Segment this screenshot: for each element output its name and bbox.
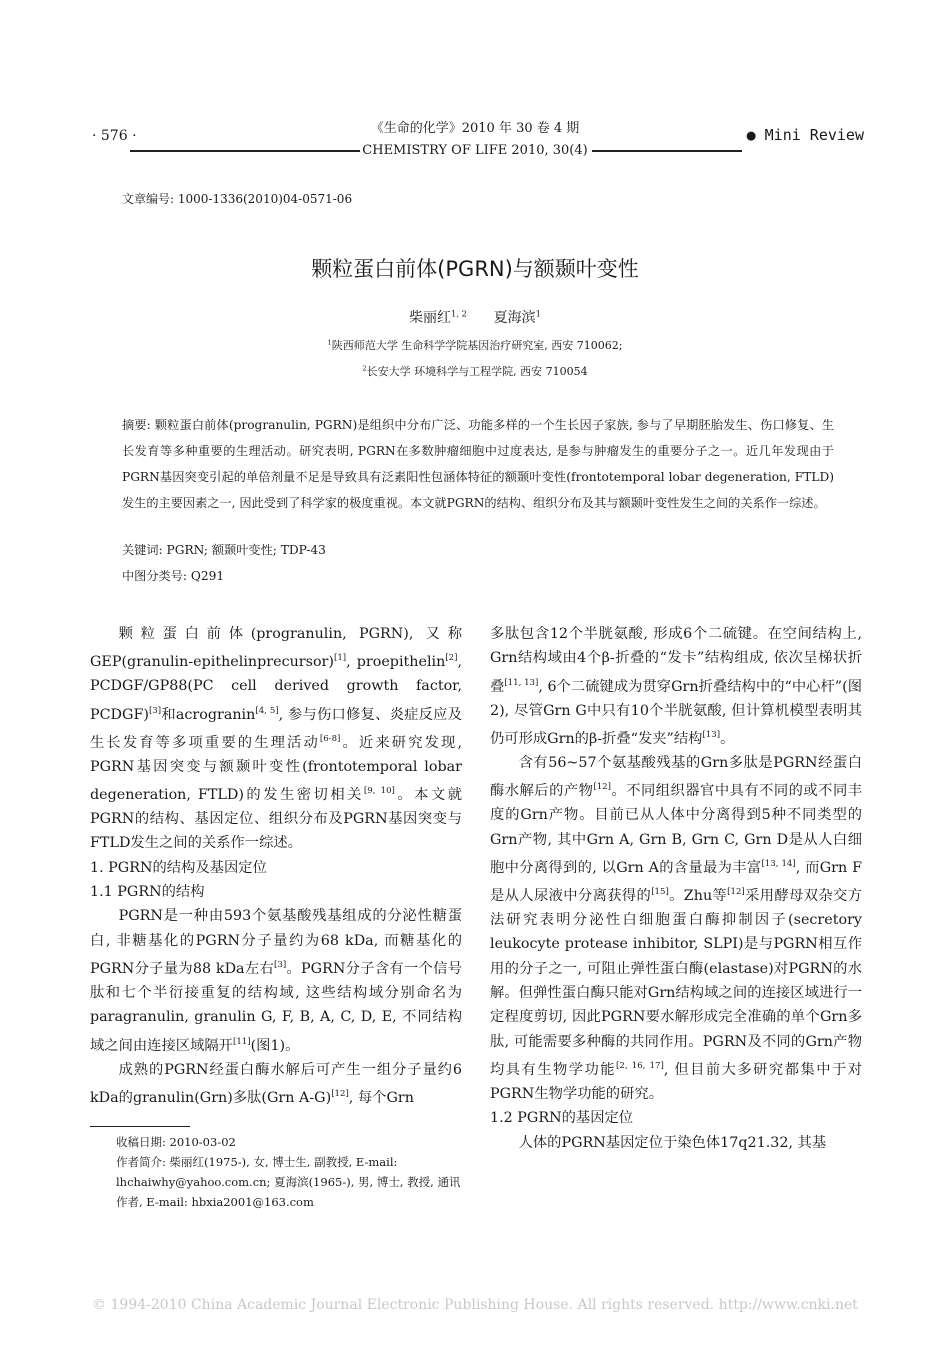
- paragraph-text: , 但目前大多研究都集中于对PGRN生物学功能的研究。: [490, 1061, 863, 1102]
- classification-number: 中图分类号: Q291: [122, 569, 225, 583]
- citation-ref: [3]: [148, 705, 162, 716]
- header-rule-left: [130, 150, 360, 152]
- section-label: ● Mini Review: [746, 126, 864, 144]
- citation-ref: [6-8]: [319, 733, 341, 744]
- citation-ref: [15]: [651, 887, 669, 898]
- right-column: [490, 622, 862, 1155]
- paragraph-text: 成熟的PGRN经蛋白酶水解后可产生一组分子量约6 kDa的granulin(Grn)多肽(Grn A-G): [90, 1061, 462, 1106]
- citation-ref: [11]: [232, 1036, 251, 1047]
- paragraph-text: 和acrogranin: [161, 706, 256, 723]
- paragraph-text: PGRN是一种由593个氨基酸残基组成的分泌性糖蛋白, 非糖基化的PGRN分子量约为68 kDa, 而糖基化的PGRN分子量为88 kDa左右: [90, 908, 462, 977]
- author-name: 夏海滨: [493, 310, 536, 326]
- footnote: [90, 1132, 462, 1212]
- page-number: · 576 ·: [92, 128, 137, 144]
- author-info: 作者简介: 柴丽红(1975-), 女, 博士生, 副教授, E-mail: lhchaiwhy@yahoo.com.cn; 夏海滨(1965-), 男, 博士, 教授, 通讯作者, E-mail: hbxia2001@163.com: [116, 1155, 461, 1209]
- citation-ref: [3]: [274, 959, 287, 970]
- citation-ref: [11, 13]: [504, 677, 539, 688]
- paragraph: [90, 622, 462, 856]
- journal-title-en: CHEMISTRY OF LIFE 2010, 30(4): [362, 143, 588, 158]
- journal-title-cn: 《生命的化学》2010 年 30 卷 4 期: [370, 121, 580, 136]
- subsection-heading: 1.1 PGRN的结构: [90, 884, 205, 901]
- author-list: [0, 307, 950, 327]
- paragraph: [90, 1058, 462, 1110]
- citation-ref: [13]: [702, 729, 721, 740]
- author-affil-sup: 1, 2: [450, 308, 467, 319]
- paragraph-text: , 6个二硫键成为贯穿Grn折叠结构中的“中心杆”(图2), 尽管Grn G中只有10个半胱氨酸, 但计算机模型表明其仍可形成Grn的β-折叠“发夹”结构: [490, 678, 863, 747]
- copyright-watermark: © 1994-2010 China Academic Journal Electronic Publishing House. All rights reserved. http://www.cnki.net: [92, 1297, 858, 1313]
- paragraph-text: (图1)。: [250, 1037, 300, 1054]
- affiliation: [0, 337, 950, 353]
- paragraph-text: 。近来研究发现, PGRN基因突变与额颞叶变性(frontotemporal lobar degeneration, FTLD)的发生密切相关: [90, 734, 462, 803]
- paragraph-text: 多肽包含12个半胱氨酸, 形成6个二硫键。在空间结构上, Grn结构域由4个β-折叠的“发卡”结构组成, 依次呈梯状折叠: [490, 626, 862, 695]
- author-affil-sup: 1: [535, 308, 542, 319]
- footnote-rule: [90, 1126, 190, 1127]
- keywords: 关键词: PGRN; 额颞叶变性; TDP-43: [122, 543, 326, 557]
- paragraph: [490, 751, 862, 1106]
- left-column: [90, 622, 462, 1110]
- paragraph-text: 。Zhu等: [668, 887, 728, 904]
- paragraph: 人体的PGRN基因定位于染色体17q21.32, 其基: [518, 1134, 827, 1151]
- journal-header: [340, 118, 610, 162]
- paragraph-text: 颗粒蛋白前体(progranulin, PGRN), 又称GEP(granulin-epithelinprecursor): [90, 626, 462, 671]
- abstract: 摘要: 颗粒蛋白前体(progranulin, PGRN)是组织中分布广泛、功能多样的一个生长因子家族, 参与了早期胚胎发生、伤口修复、生长发育等多种重要的生理活动。研究表明, PGRN在多数肿瘤细胞中过度表达, 是参与肿瘤发生的重要分子之一。近几年发现由于PGRN基因突变引起的单倍剂量不足是导致具有泛素阳性包涵体特征的额颞叶变性(frontotemporal lobar degeneration, FTLD)发生的主要因素之一, 因此受到了科学家的极度重视。本文就PGRN的结构、组织分布及其与额颞叶变性发生之间的关系作一综述。: [122, 418, 834, 510]
- paragraph: [90, 904, 462, 1057]
- author-name: 柴丽红: [408, 310, 451, 326]
- header-rule-right: [592, 150, 742, 152]
- paragraph: [490, 622, 862, 751]
- article-number: 文章编号: 1000-1336(2010)04-0571-06: [122, 192, 353, 206]
- citation-ref: [12]: [331, 1088, 349, 1099]
- paragraph-text: 。PGRN分子含有一个信号肽和七个半衍接重复的结构域, 这些结构域分别命名为paragranulin, granulin G, F, B, A, C, D, E, 不同结构域之间由连接区域隔开: [90, 960, 462, 1054]
- paragraph-text: 含有56~57个氨基酸残基的Grn多肽是PGRN经蛋白酶水解后的产物: [490, 755, 862, 800]
- paragraph-text: 采用酵母双杂交方法研究表明分泌性白细胞蛋白酶抑制因子(secretory leukocyte protease inhibitor, SLPI)是与PGRN相互作用的分子之一, 可阻止弹性蛋白酶(elastase)对PGRN的水解。但弹性蛋白酶只能对Grn结构域之间的连接区域进行一定程度剪切, 因此PGRN要水解形成完全准确的单个Grn多肽, 可能需要多种酶的共同作用。PGRN及不同的Grn产物均具有生物学功能: [490, 887, 863, 1078]
- citation-ref: [2]: [445, 653, 458, 664]
- affiliation-sup: 1: [327, 338, 332, 347]
- citation-ref: [9, 10]: [363, 786, 395, 797]
- paragraph-text: , 每个Grn: [348, 1089, 414, 1106]
- paragraph-text: 。: [720, 730, 735, 747]
- citation-ref: [4, 5]: [255, 705, 279, 716]
- subsection-heading: 1.2 PGRN的基因定位: [490, 1110, 634, 1127]
- paragraph-text: , 参与伤口修复、炎症反应及生长发育等多项重要的生理活动: [90, 706, 463, 751]
- received-date: 收稿日期: 2010-03-02: [116, 1135, 236, 1149]
- paragraph-text: , proepithelin: [346, 654, 446, 671]
- citation-ref: [1]: [333, 653, 347, 664]
- paragraph-text: 。不同组织器官中具有不同的或不同丰度的Grn产物。目前已从人体中分离得到5种不同类型的Grn产物, 其中Grn A, Grn B, Grn C, Grn D是从人白细胞中分离得到的, 以Grn A的含量最为丰富: [490, 783, 863, 876]
- paragraph-text: 。本文就PGRN的结构、基因定位、组织分布及PGRN基因突变与FTLD发生之间的关系作一综述。: [90, 786, 463, 852]
- section-heading: 1. PGRN的结构及基因定位: [90, 859, 267, 876]
- affiliation-sup: 2: [362, 364, 367, 373]
- affiliation-text: 陕西师范大学 生命科学学院基因治疗研究室, 西安 710062;: [331, 339, 623, 352]
- affiliation: [0, 363, 950, 379]
- paragraph-text: , 而Grn F是从人尿液中分离获得的: [490, 859, 862, 904]
- citation-ref: [12]: [593, 782, 611, 793]
- paragraph-text: , PCDGF/GP88(PC cell derived growth factor, PCDGF): [90, 654, 462, 723]
- affiliation-text: 长安大学 环境科学与工程学院, 西安 710054: [366, 365, 588, 378]
- citation-ref: [2, 16, 17]: [616, 1060, 664, 1071]
- citation-ref: [13, 14]: [761, 858, 796, 869]
- citation-ref: [12]: [727, 887, 745, 898]
- article-title: 颗粒蛋白前体(PGRN)与额颞叶变性: [311, 257, 639, 281]
